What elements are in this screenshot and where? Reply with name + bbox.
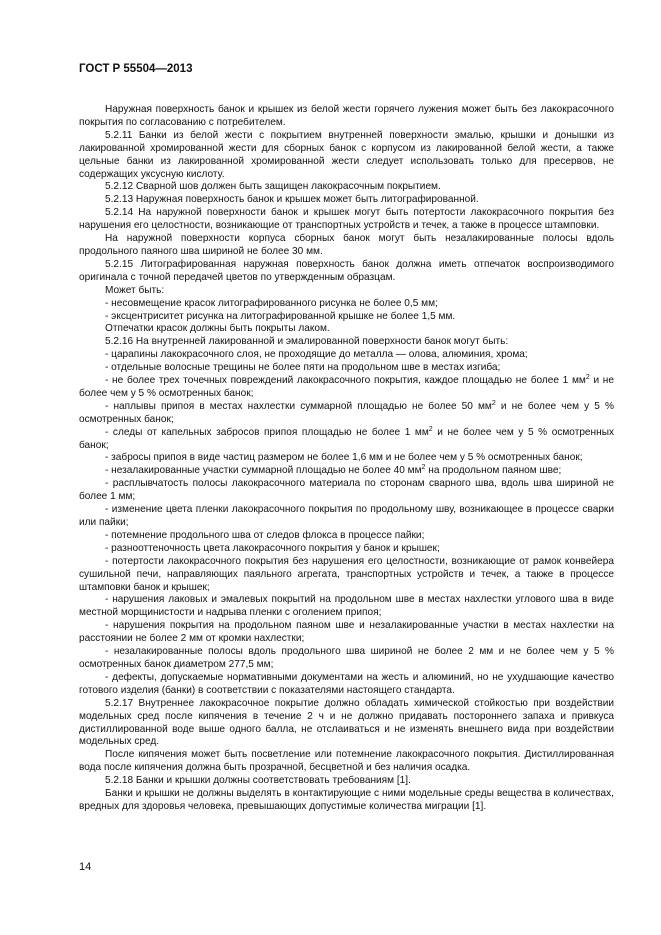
paragraph: - разнооттеночность цвета лакокрасочного покрытия у банок и крышек;	[105, 542, 440, 554]
paragraph	[79, 375, 614, 401]
paragraph: 5.2.18 Банки и крышки должны соответствовать требованиям [1].	[105, 775, 411, 787]
paragraph: 5.2.16 На внутренней лакированной и эмалированной поверхности банок могут быть:	[105, 336, 509, 348]
paragraph-text: - незалакированные участки суммарной площадью не более 40 мм	[105, 465, 422, 477]
paragraph: - нарушения покрытия на продольном паяном шве и незалакированные участки в местах нахлестки на расстоянии не более 2 мм от кромки нахлестки;	[79, 620, 614, 645]
paragraph: - расплывчатость полосы лакокрасочного материала по сторонам сварного шва, вдоль шва шириной не более 1 мм;	[79, 478, 614, 503]
paragraph: - отдельные волосные трещины не более пяти на продольном шве в местах изгиба;	[105, 362, 501, 374]
paragraph: 5.2.11 Банки из белой жести с покрытием внутренней поверхности эмалью, крышки и донышки из лакированной хромированной жести для сборных банок с корпусом из лакированной белой жести, а также цельные банки из лакированной хромированной жести следует использовать только для пресервов, не содержащих уксусную кислоту.	[79, 129, 614, 180]
paragraph: Наружная поверхность банок и крышек из белой жести горячего лужения может быть без лакокрасочного покрытия по согласованию с потребителем.	[79, 104, 614, 128]
paragraph: 5.2.13 Наружная поверхность банок и крышек может быть литографированной.	[105, 194, 479, 206]
paragraph: 5.2.17 Внутреннее лакокрасочное покрытие должно обладать химической стойкостью при воздействии модельных сред после кипячения в течение 2 ч и не должно придавать постороннего запаха и привкуса дистиллированной воде выше одного балла, не отслаиваться и не изменять внешнего вида при воздействии модельных сред.	[79, 697, 614, 748]
paragraph-text: - не более трех точечных повреждений лакокрасочного покрытия, каждое площадью не более 1 мм	[105, 375, 586, 387]
document-header: ГОСТ Р 55504—2013	[79, 63, 193, 75]
paragraph: 5.2.14 На наружной поверхности банок и крышек могут быть потертости лакокрасочного покрытия без нарушения его целостности, возникающие от транспортных устройств и течек, а также в процессе штамповки.	[79, 207, 614, 232]
paragraph: Может быть:	[105, 284, 165, 296]
paragraph-text: и не более чем у 5 % осмотренных банок;	[79, 400, 614, 425]
document-body	[79, 104, 614, 814]
paragraph: - царапины лакокрасочного слоя, не проходящие до металла — олова, алюминия, хрома;	[105, 349, 528, 361]
paragraph: - несовмещение красок литографированного рисунка не более 0,5 мм;	[105, 297, 438, 309]
paragraph: - незалакированные полосы вдоль продольного шва шириной не более 2 мм и не более чем у 5 % осмотренных банок диаметром 277,5 мм;	[79, 646, 614, 670]
paragraph	[79, 427, 614, 453]
paragraph: Банки и крышки не должны выделять в контактирующие с ними модельные среды вещества в количествах, вредных для здоровья человека, превышающих допустимые количества миграции [1].	[79, 788, 614, 812]
paragraph	[79, 465, 614, 478]
paragraph: - нарушения лаковых и эмалевых покрытий на продольном шве в местах нахлестки углового шва в виде местной морщинистости и надрыва пленки с оголением припоя;	[79, 594, 614, 619]
superscript: 2	[491, 399, 496, 407]
superscript: 2	[428, 425, 433, 433]
paragraph: - потемнение продольного шва от следов флокса в процессе пайки;	[105, 529, 425, 541]
paragraph-text: - следы от капельных забросов припоя площадью не более 1 мм	[105, 426, 429, 438]
paragraph-text: и не более чем у 5 % осмотренных банок;	[79, 375, 614, 399]
paragraph: - забросы припоя в виде частиц размером не более 1,6 мм и не более чем у 5 % осмотренных банок;	[105, 452, 583, 464]
paragraph: - эксцентриситет рисунка на литографированной крышке не более 1,5 мм.	[105, 310, 456, 322]
paragraph: - дефекты, допускаемые нормативными документами на жесть и алюминий, но не ухудшающие качество готового изделия (банки) в соответствии с показателями настоящего стандарта.	[79, 671, 614, 696]
page-number: 14	[79, 861, 92, 873]
paragraph: 5.2.12 Сварной шов должен быть защищен лакокрасочным покрытием.	[105, 181, 441, 193]
paragraph: Отпечатки красок должны быть покрыты лаком.	[105, 323, 330, 335]
paragraph-text: - наплывы припоя в местах нахлестки суммарной площадью не более 50 мм	[105, 400, 492, 412]
superscript: 2	[585, 374, 590, 382]
paragraph: 5.2.15 Литографированная наружная поверхность банок должна иметь отпечаток воспроизводимого оригинала с точной передачей цветов по утвержденным образцам.	[79, 258, 614, 283]
paragraph-text: на продольном паяном шве;	[425, 465, 562, 477]
paragraph: - изменение цвета пленки лакокрасочного покрытия по продольному шву, возникающее в процессе сварки или пайки;	[79, 504, 614, 528]
paragraph-text: и не более чем у 5 % осмотренных банок;	[79, 426, 614, 451]
paragraph: - потертости лакокрасочного покрытия без нарушения его целостности, возникающие от рамок конвейера сушильной печи, направляющих паяльного агрегата, транспортных устройств и течек, а также в процессе штамповки банок и крышек;	[79, 555, 614, 593]
superscript: 2	[421, 464, 426, 472]
paragraph	[79, 401, 614, 427]
paragraph: После кипячения может быть посветление или потемнение лакокрасочного покрытия. Дистиллированная вода после кипячения должна быть прозрачной, бесцветной и без наличия осадка.	[79, 749, 614, 774]
paragraph: На наружной поверхности корпуса сборных банок могут быть незалакированные полосы вдоль продольного паяного шва шириной не более 30 мм.	[79, 233, 614, 257]
